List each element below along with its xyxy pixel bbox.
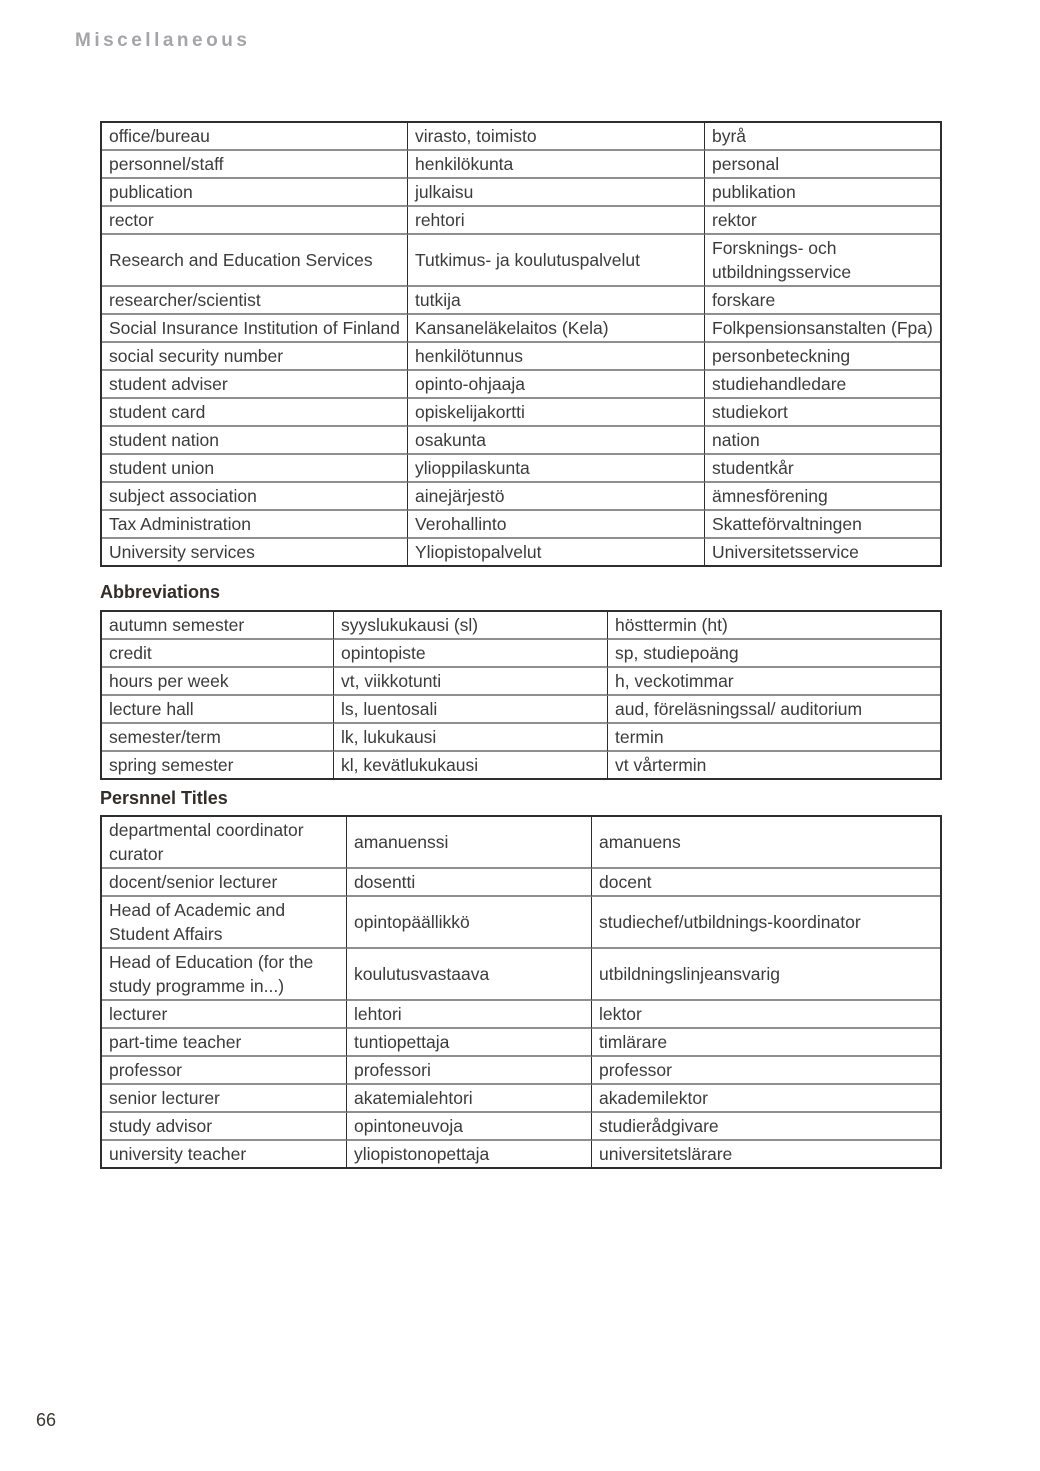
table-cell: osakunta	[408, 427, 705, 455]
table-cell: lehtori	[347, 1001, 592, 1029]
personnel-titles-table	[100, 815, 942, 1169]
table-cell: Research and Education Services	[102, 235, 408, 287]
page-number: 66	[36, 1410, 57, 1430]
table-cell: spring semester	[102, 752, 334, 778]
table-cell: timlärare	[592, 1029, 940, 1057]
table-cell: docent	[592, 869, 940, 897]
table-cell: aud, föreläsningssal/ auditorium	[608, 696, 940, 724]
table-row	[102, 315, 940, 343]
table-row	[102, 817, 940, 869]
table-row	[102, 897, 940, 949]
table-cell: Social Insurance Institution of Finland	[102, 315, 408, 343]
table-row	[102, 427, 940, 455]
table-cell: termin	[608, 724, 940, 752]
table-cell: studiehandledare	[705, 371, 940, 399]
table-cell: lecture hall	[102, 696, 334, 724]
table-cell: Tutkimus- ja koulutuspalvelut	[408, 235, 705, 287]
table-cell: tutkija	[408, 287, 705, 315]
table-row	[102, 235, 940, 287]
table-cell: virasto, toimisto	[408, 123, 705, 151]
table-row	[102, 539, 940, 565]
table-cell: studiekort	[705, 399, 940, 427]
table-cell: utbildningslinjeansvarig	[592, 949, 940, 1001]
table-cell: Universitetsservice	[712, 542, 859, 562]
table-cell: student card	[102, 399, 408, 427]
page-header: Miscellaneous	[75, 30, 251, 51]
table-row	[102, 612, 940, 640]
table-cell: semester/term	[102, 724, 334, 752]
table-row	[102, 151, 940, 179]
abbreviations-table	[100, 610, 942, 780]
table-row	[102, 123, 940, 151]
table-cell: senior lecturer	[102, 1085, 347, 1113]
table-cell: lk, lukukausi	[334, 724, 608, 752]
table-row	[102, 1029, 940, 1057]
table-cell: University services	[102, 539, 408, 565]
table-cell: opintoneuvoja	[347, 1113, 592, 1141]
table-cell: rector	[102, 207, 408, 235]
table-cell: hours per week	[102, 668, 334, 696]
table-cell: amanuens	[592, 817, 940, 869]
table-cell: dosentti	[347, 869, 592, 897]
table-cell: subject association	[102, 483, 408, 511]
table-cell: sp, studiepoäng	[608, 640, 940, 668]
table-cell: student union	[102, 455, 408, 483]
table-row	[102, 696, 940, 724]
table-cell: publication	[102, 179, 408, 207]
table-row	[102, 1113, 940, 1141]
table-row	[102, 724, 940, 752]
table-cell: Kansaneläkelaitos (Kela)	[408, 315, 705, 343]
table-cell: studentkår	[705, 455, 940, 483]
section-heading-abbreviations: Abbreviations	[100, 582, 221, 602]
table-cell: studierådgivare	[592, 1113, 940, 1141]
table-cell: akademilektor	[592, 1085, 940, 1113]
table-cell: publikation	[705, 179, 940, 207]
table-row	[102, 1001, 940, 1029]
table-cell: professor	[102, 1057, 347, 1085]
table-row	[102, 869, 940, 897]
table-row	[102, 179, 940, 207]
table-cell: student nation	[102, 427, 408, 455]
table-cell: studiechef/utbildnings-koordinator	[592, 897, 940, 949]
table-cell: study advisor	[102, 1113, 347, 1141]
table-cell: syyslukukausi (sl)	[334, 612, 608, 640]
table-cell: forskare	[705, 287, 940, 315]
table-cell: koulutusvastaava	[347, 949, 592, 1001]
table-cell: tuntiopettaja	[347, 1029, 592, 1057]
table-cell: ls, luentosali	[334, 696, 608, 724]
table-cell: professori	[347, 1057, 592, 1085]
table-cell: opinto-ohjaaja	[408, 371, 705, 399]
table-cell: henkilötunnus	[408, 343, 705, 371]
table-cell: ylioppilaskunta	[408, 455, 705, 483]
table-row	[102, 483, 940, 511]
table-row	[102, 207, 940, 235]
table-cell: Forsknings- och utbildningsservice	[705, 235, 940, 287]
table-cell: vt, viikkotunti	[334, 668, 608, 696]
vocab-table	[100, 121, 942, 567]
table-cell: lektor	[592, 1001, 940, 1029]
table-cell: Verohallinto	[408, 511, 705, 539]
table-row	[102, 455, 940, 483]
table-cell: opintopäällikkö	[347, 897, 592, 949]
table-row	[102, 949, 940, 1001]
table-cell: ainejärjestö	[408, 483, 705, 511]
table-row	[102, 511, 940, 539]
table-cell: rektor	[705, 207, 940, 235]
table-cell: opintopiste	[334, 640, 608, 668]
table-cell: social security number	[102, 343, 408, 371]
table-cell: researcher/scientist	[102, 287, 408, 315]
table-cell: personal	[705, 151, 940, 179]
table-cell: personnel/staff	[102, 151, 408, 179]
table-row	[102, 1057, 940, 1085]
table-cell: departmental coordinator curator	[102, 817, 347, 869]
table-cell: universitetslärare	[599, 1144, 733, 1164]
table-cell: credit	[102, 640, 334, 668]
table-row	[102, 1141, 940, 1167]
table-cell: byrå	[705, 123, 940, 151]
table-cell: personbeteckning	[705, 343, 940, 371]
table-row	[102, 343, 940, 371]
table-row	[102, 371, 940, 399]
table-cell: student adviser	[102, 371, 408, 399]
table-cell: rehtori	[408, 207, 705, 235]
section-heading-personnel-titles: Persnnel Titles	[100, 788, 228, 808]
table-cell: office/bureau	[102, 123, 408, 151]
table-cell: Skatteförvaltningen	[705, 511, 940, 539]
table-cell: h, veckotimmar	[608, 668, 940, 696]
table-cell: university teacher	[102, 1141, 347, 1167]
table-cell: professor	[592, 1057, 940, 1085]
table-cell: hösttermin (ht)	[608, 612, 940, 640]
table-row	[102, 752, 940, 778]
table-cell: Head of Education (for the study programme in...)	[102, 949, 347, 1001]
table-cell: vt vårtermin	[615, 755, 707, 775]
table-cell: Yliopistopalvelut	[408, 539, 705, 565]
table-cell: ämnesförening	[705, 483, 940, 511]
table-cell: opiskelijakortti	[408, 399, 705, 427]
table-cell: julkaisu	[408, 179, 705, 207]
table-row	[102, 668, 940, 696]
table-cell: docent/senior lecturer	[102, 869, 347, 897]
table-cell: nation	[705, 427, 940, 455]
table-cell: part-time teacher	[102, 1029, 347, 1057]
table-row	[102, 640, 940, 668]
table-cell: lecturer	[102, 1001, 347, 1029]
table-cell: Tax Administration	[102, 511, 408, 539]
table-cell: amanuenssi	[347, 817, 592, 869]
table-row	[102, 1085, 940, 1113]
table-cell: henkilökunta	[408, 151, 705, 179]
table-row	[102, 287, 940, 315]
table-cell: akatemialehtori	[347, 1085, 592, 1113]
table-cell: autumn semester	[102, 612, 334, 640]
table-cell: kl, kevätlukukausi	[334, 752, 608, 778]
table-cell: Folkpensionsanstalten (Fpa)	[705, 315, 940, 343]
table-row	[102, 399, 940, 427]
table-cell: yliopistonopettaja	[347, 1141, 592, 1167]
table-cell: Head of Academic and Student Affairs	[102, 897, 347, 949]
